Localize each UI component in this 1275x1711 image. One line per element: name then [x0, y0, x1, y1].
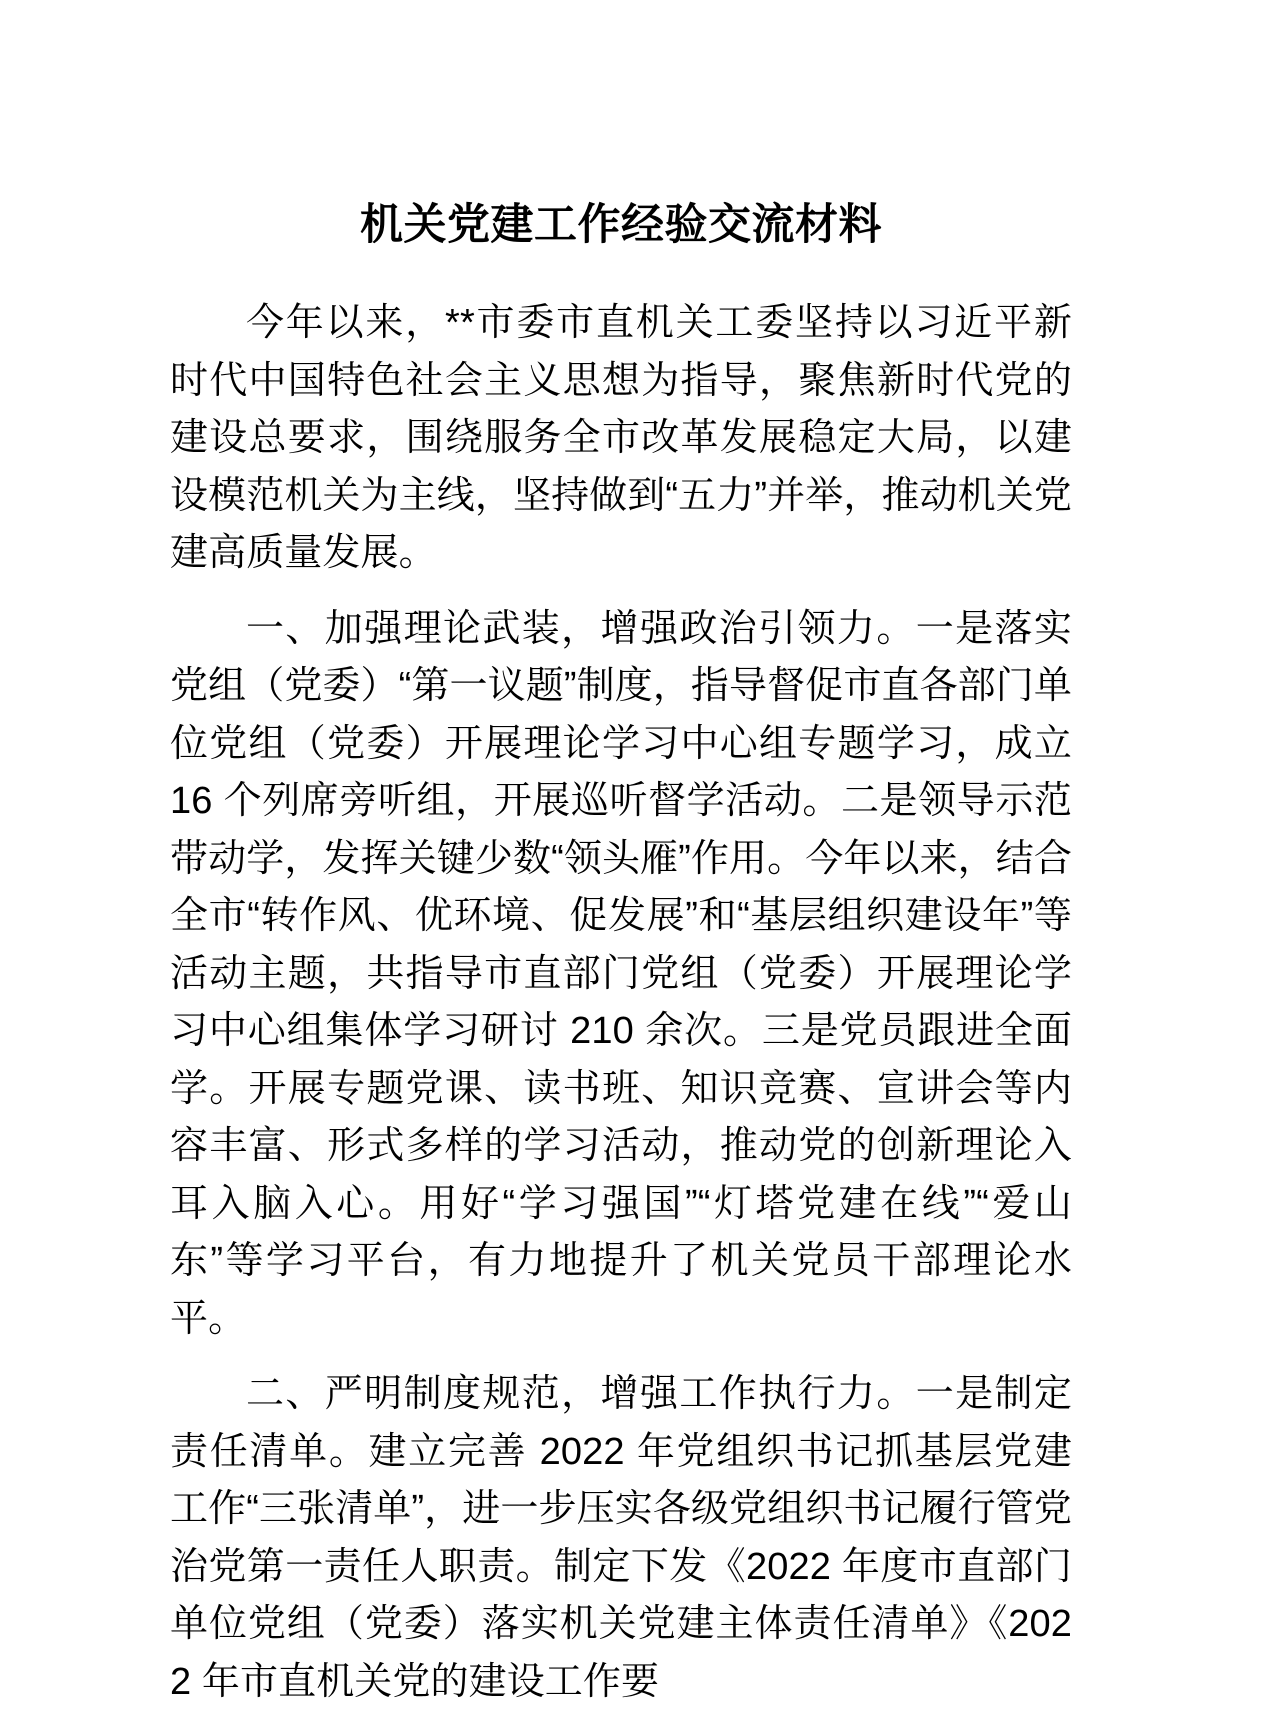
paragraph-section-two: 二、严明制度规范，增强工作执行力。一是制定责任清单。建立完善 2022 年党组织书记抓基层党建工作“三张清单”，进一步压实各级党组织书记履行管党治党第一责任人职责。制定下发《2022 年度市直部门单位党组（党委）落实机关党建主体责任清单》《2022 年市直机关党的建设工作要: [170, 1373, 1072, 1703]
document-body: [170, 0, 1072, 1711]
paragraph-intro: 今年以来，**市委市直机关工委坚持以习近平新时代中国特色社会主义思想为指导，聚焦新时代党的建设总要求，围绕服务全市改革发展稳定大局，以建设模范机关为主线，坚持做到“五力”并举，推动机关党建高质量发展。: [170, 302, 1072, 574]
page-title: 机关党建工作经验交流材料: [360, 201, 882, 249]
paragraph-section-one: 一、加强理论武装，增强政治引领力。一是落实党组（党委）“第一议题”制度，指导督促市直各部门单位党组（党委）开展理论学习中心组专题学习，成立 16 个列席旁听组，开展巡听督学活动。二是领导示范带动学，发挥关键少数“领头雁”作用。今年以来，结合全市“转作风、优环境、促发展”和“基层组织建设年”等活动主题，共指导市直部门党组（党委）开展理论学习中心组集体学习研讨 210 余次。三是党员跟进全面学。开展专题党课、读书班、知识竞赛、宣讲会等内容丰富、形式多样的学习活动，推动党的创新理论入耳入脑入心。用好“学习强国”“灯塔党建在线”“爱山东”等学习平台，有力地提升了机关党员干部理论水平。: [170, 607, 1072, 1340]
